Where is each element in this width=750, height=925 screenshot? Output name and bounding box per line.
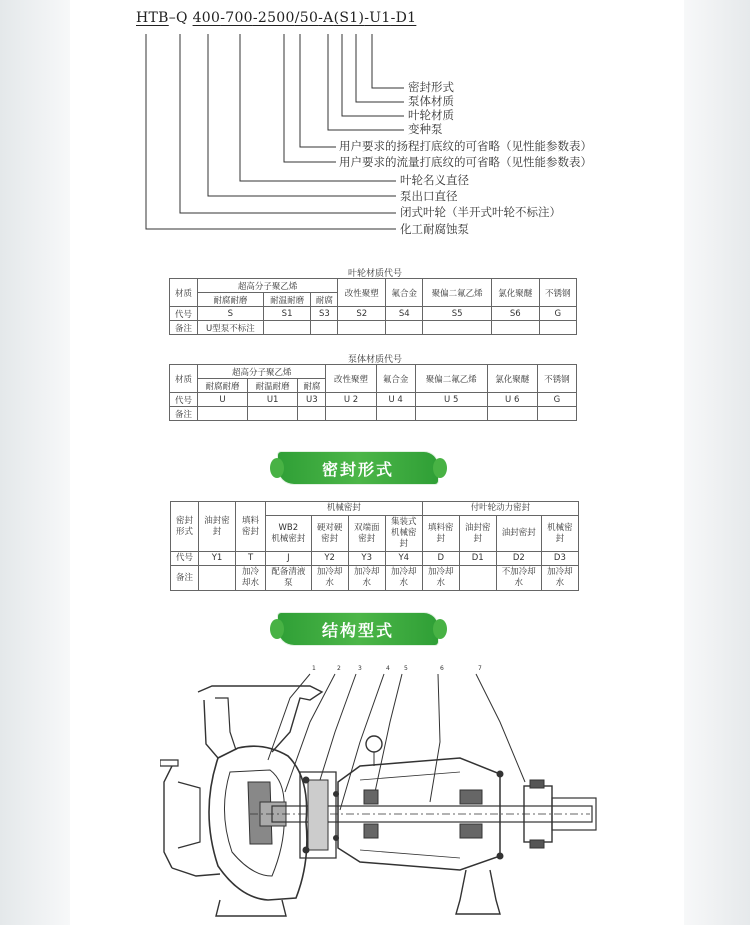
casing-table-title: 泵体材质代号: [347, 355, 402, 365]
callout-number: 4: [386, 665, 390, 672]
table-cell: D1: [459, 552, 496, 566]
code-label-closed-impeller: 闭式叶轮（半开式叶轮不标注）: [400, 205, 561, 219]
table-group-header: 超高分子聚乙烯: [198, 365, 326, 379]
table-cell: T: [236, 552, 266, 566]
table-cell: 代号: [170, 307, 198, 321]
table-cell: D: [422, 552, 459, 566]
impeller-table-title: 叶轮材质代号: [347, 269, 402, 279]
code-label-seal: 密封形式: [408, 80, 454, 94]
table-cell: U1: [248, 393, 298, 407]
table-cell: 耐温耐磨: [248, 379, 298, 393]
code-label-impeller-diameter: 叶轮名义直径: [400, 173, 469, 187]
table-cell: S2: [338, 307, 386, 321]
table-cell: Y4: [385, 552, 422, 566]
table-cell: G: [537, 393, 576, 407]
table-cell: 备注: [171, 566, 199, 591]
table-cell: U: [198, 393, 248, 407]
code-label-impeller-material: 叶轮材质: [408, 108, 454, 122]
table-cell: S: [198, 307, 264, 321]
table-cell: 油封密封: [496, 516, 541, 552]
table-cell: 硬对硬 密封: [311, 516, 348, 552]
table-cell: U3: [298, 393, 326, 407]
table-cell: 机械密封: [541, 516, 578, 552]
table-cell: U 2: [326, 393, 376, 407]
callout-number: 6: [440, 665, 444, 672]
impeller-material-table: [169, 278, 577, 335]
table-cell: [459, 566, 496, 591]
table-cell: U 4: [376, 393, 415, 407]
table-cell: 代号: [170, 393, 198, 407]
code-label-casing-material: 泵体材质: [408, 94, 454, 108]
code-part: HTB: [136, 10, 169, 26]
code-part: -A: [318, 10, 334, 26]
table-cell: 填料密封: [422, 516, 459, 552]
table-cell: WB2 机械密封: [266, 516, 312, 552]
table-cell: 备注: [170, 407, 198, 421]
code-label-pump-type: 化工耐腐蚀泵: [400, 222, 469, 236]
table-cell: 加冷却水: [385, 566, 422, 591]
table-cell: 加冷却水: [541, 566, 578, 591]
table-cell: [199, 566, 236, 591]
code-part: 400: [192, 10, 221, 26]
table-cell: 加冷却水: [311, 566, 348, 591]
code-label-flow: 用户要求的流量打底纹的可省略（见性能参数表）: [339, 155, 592, 169]
table-cell: 耐腐耐磨: [198, 379, 248, 393]
table-cell: 耐腐: [311, 293, 338, 307]
table-cell: 配备清液泵: [266, 566, 312, 591]
table-cell: 不加冷却水: [496, 566, 541, 591]
model-code-leader-lines: [0, 0, 750, 245]
code-part: -2500: [252, 10, 295, 26]
code-part: /50: [294, 10, 319, 26]
seal-section-banner: 密封形式: [278, 452, 438, 484]
code-label-variant: 变种泵: [408, 122, 443, 136]
casing-material-table: [169, 364, 577, 421]
table-cell: S4: [386, 307, 423, 321]
table-cell: 耐腐耐磨: [198, 293, 264, 307]
table-group-header: 付叶轮动力密封: [422, 502, 578, 516]
table-cell: 改性聚塑: [326, 365, 376, 393]
table-cell: 加冷却水: [236, 566, 266, 591]
code-part: –Q: [168, 10, 193, 26]
table-cell: 材质: [170, 365, 198, 393]
code-label-head: 用户要求的扬程打底纹的可省略（见性能参数表）: [339, 139, 592, 153]
table-cell: 备注: [170, 321, 198, 335]
table-cell: 氟合金: [386, 279, 423, 307]
table-cell: 不锈钢: [537, 365, 576, 393]
table-cell: D3: [541, 552, 578, 566]
table-cell: 氟合金: [376, 365, 415, 393]
table-cell: 油封密封: [199, 502, 236, 552]
table-cell: G: [539, 307, 576, 321]
callout-number: 1: [312, 665, 316, 672]
table-cell: 聚偏二氟乙烯: [415, 365, 487, 393]
table-cell: Y2: [311, 552, 348, 566]
table-cell: 氯化聚醚: [487, 365, 537, 393]
table-group-header: 超高分子聚乙烯: [198, 279, 338, 293]
table-cell: 不锈钢: [539, 279, 576, 307]
code-part: -U1: [364, 10, 391, 26]
table-cell: 氯化聚醚: [491, 279, 539, 307]
table-cell: S6: [491, 307, 539, 321]
table-cell: 聚偏二氟乙烯: [423, 279, 492, 307]
table-cell: S3: [311, 307, 338, 321]
table-cell: 代号: [171, 552, 199, 566]
table-cell: 密封 形式: [171, 502, 199, 552]
table-cell: Y3: [348, 552, 385, 566]
callout-number: 7: [478, 665, 482, 672]
structure-section-banner: 结构型式: [278, 613, 438, 645]
table-cell: 加冷却水: [348, 566, 385, 591]
table-cell: D2: [496, 552, 541, 566]
code-label-outlet-diameter: 泵出口直径: [400, 189, 458, 203]
table-cell: S5: [423, 307, 492, 321]
table-cell: 油封密封: [459, 516, 496, 552]
callout-number: 3: [358, 665, 362, 672]
table-cell: J: [266, 552, 312, 566]
code-part: -D1: [390, 10, 417, 26]
table-cell: 耐温耐磨: [263, 293, 311, 307]
table-cell: S1: [263, 307, 311, 321]
table-cell: 材质: [170, 279, 198, 307]
table-cell: 集装式 机械密封: [385, 516, 422, 552]
table-cell: 填料密封: [236, 502, 266, 552]
table-cell: 耐腐: [298, 379, 326, 393]
table-cell: 加冷却水: [422, 566, 459, 591]
table-group-header: 机械密封: [266, 502, 423, 516]
table-cell: U 6: [487, 393, 537, 407]
code-part: -700: [220, 10, 253, 26]
callout-number: 5: [404, 665, 408, 672]
code-part: (S1): [333, 10, 365, 26]
table-cell: 双端面 密封: [348, 516, 385, 552]
table-cell: U 5: [415, 393, 487, 407]
table-cell: 改性聚塑: [338, 279, 386, 307]
pump-cross-section-drawing: [160, 662, 600, 920]
seal-type-table: [170, 501, 579, 591]
table-cell: Y1: [199, 552, 236, 566]
callout-number: 2: [337, 665, 341, 672]
table-cell: U型泵不标注: [198, 321, 264, 335]
